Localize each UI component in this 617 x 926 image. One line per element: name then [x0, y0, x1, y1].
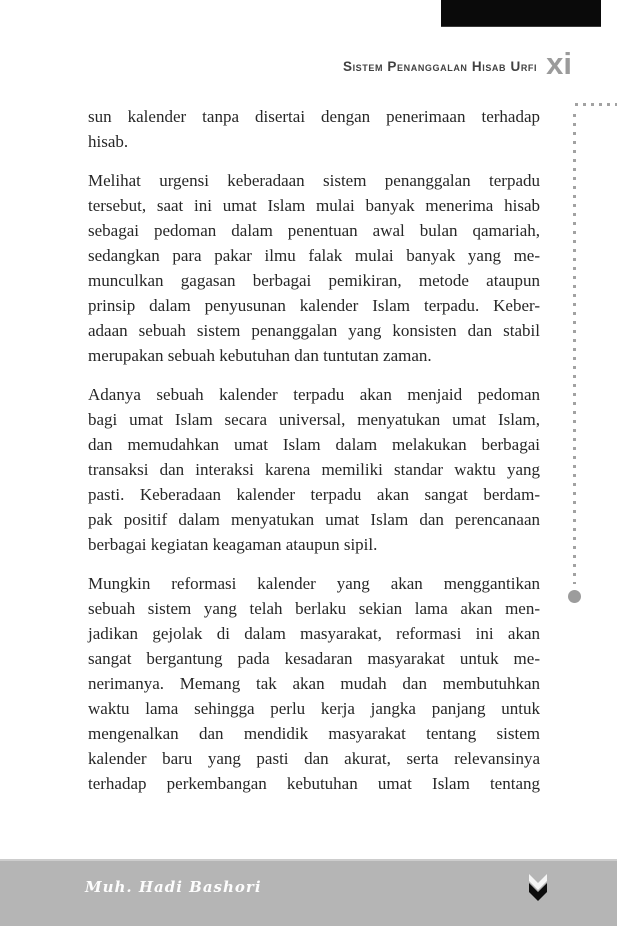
text-line: tersebut, saat ini umat Islam mulai banyak menerima hisab — [88, 196, 540, 215]
text-line: merupakan sebuah kebutuhan dan tuntutan zaman. — [88, 346, 432, 365]
text-line: sebagai pedoman dalam penentuan awal bulan qamariah, — [88, 221, 540, 240]
text-line: sangat bergantung pada kesadaran masyarakat untuk me- — [88, 649, 540, 668]
footer-bar — [0, 859, 617, 926]
header-page-number: xi — [546, 46, 572, 81]
text-line: Adanya sebuah kalender terpadu akan menjaid pedoman — [88, 385, 540, 404]
paragraph — [88, 104, 540, 154]
text-line: nerimanya. Memang tak akan mudah dan membutuhkan — [88, 674, 540, 693]
paragraph — [88, 382, 540, 557]
paragraph — [88, 168, 540, 368]
text-line: sebuah sistem yang telah berlaku sekian lama akan men- — [88, 599, 540, 618]
text-line: pasti. Keberadaan kalender terpadu akan sangat berdam- — [88, 485, 540, 504]
text-line: waktu lama sehingga perlu kerja jangka panjang untuk — [88, 699, 540, 718]
dotted-ornament-vertical — [573, 114, 576, 584]
text-line: munculkan gagasan berbagai pemikiran, metode ataupun — [88, 271, 540, 290]
footer-author-signature: Muh. Hadi Bashori — [85, 878, 262, 896]
text-line: hisab. — [88, 132, 129, 151]
text-line: dan memudahkan umat Islam dalam melakukan berbagai — [88, 435, 540, 454]
text-line: kalender baru yang pasti dan akurat, serta relevansinya — [88, 749, 540, 768]
ornament-end-circle — [568, 590, 581, 603]
running-header — [343, 48, 572, 79]
body-text — [88, 104, 540, 810]
corner-black-bar — [441, 0, 601, 27]
text-line: berbagai kegiatan keagaman ataupun sipil. — [88, 535, 378, 554]
text-line: Mungkin reformasi kalender yang akan menggantikan — [88, 574, 540, 593]
double-chevron-down-icon — [527, 873, 549, 905]
paragraph — [88, 571, 540, 796]
text-line: sun kalender tanpa disertai dengan penerimaan terhadap — [88, 107, 540, 126]
text-line: jadikan gejolak di dalam masyarakat, reformasi ini akan — [88, 624, 540, 643]
text-line: terhadap perkembangan kebutuhan umat Islam tentang — [88, 774, 540, 793]
text-line: prinsip dalam penyusunan kalender Islam terpadu. Keber- — [88, 296, 540, 315]
text-line: bagi umat Islam secara universal, menyatukan umat Islam, — [88, 410, 540, 429]
header-book-title: Sistem Penanggalan Hisab Urfi — [342, 59, 538, 74]
text-line: sedangkan para pakar ilmu falak mulai banyak yang me- — [88, 246, 540, 265]
text-line: transaksi dan interaksi karena memiliki standar waktu yang — [88, 460, 540, 479]
dotted-ornament-horizontal — [575, 103, 617, 106]
text-line: Melihat urgensi keberadaan sistem penanggalan terpadu — [88, 171, 540, 190]
text-line: pak positif dalam menyatukan umat Islam dan perencanaan — [88, 510, 540, 529]
text-line: mengenalkan dan mendidik masyarakat tentang sistem — [88, 724, 540, 743]
text-line: adaan sebuah sistem penanggalan yang konsisten dan stabil — [88, 321, 540, 340]
